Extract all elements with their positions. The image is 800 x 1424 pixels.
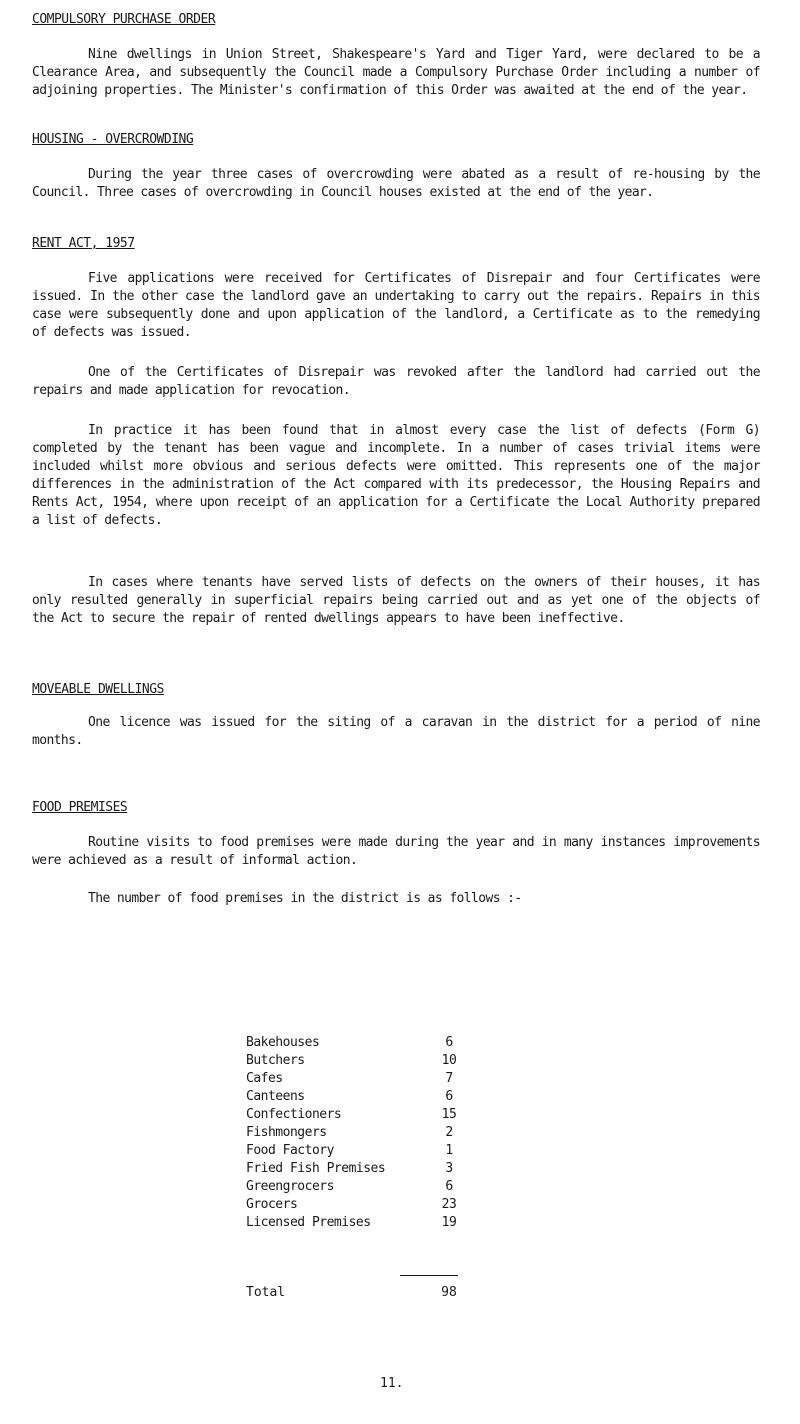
table-row	[246, 1160, 466, 1178]
premises-count: 1	[445, 1143, 453, 1158]
paragraph-moveable-dwellings: One licence was issued for the siting of a caravan in the district for a period of nine months.	[32, 715, 760, 748]
page-number: 11.	[380, 1376, 404, 1391]
table-row	[246, 1124, 466, 1142]
premises-type: Canteens	[246, 1089, 305, 1104]
premises-type: Confectioners	[246, 1107, 342, 1122]
table-row	[246, 1214, 466, 1232]
premises-count: 6	[445, 1035, 453, 1050]
premises-type: Bakehouses	[246, 1035, 320, 1050]
paragraph-food-premises-number: The number of food premises in the district is as follows :-	[88, 891, 522, 906]
premises-type: Fried Fish Premises	[246, 1161, 386, 1176]
paragraph-food-premises-visits: Routine visits to food premises were made during the year and in many instances improvements were achieved as a result of informal action.	[32, 835, 760, 868]
premises-count: 23	[441, 1197, 457, 1212]
paragraph-rent-act-applications: Five applications were received for Certificates of Disrepair and four Certificates were issued. In the other case the landlord gave an undertaking to carry out the repairs. Repairs in this case were subsequently done and upon application of the landlord, a Certificate as to the remedying of defects was issued.	[32, 271, 760, 340]
total-row	[246, 1284, 466, 1302]
premises-type: Grocers	[246, 1197, 298, 1212]
total-divider	[400, 1275, 458, 1276]
paragraph-rent-act-practice: In practice it has been found that in almost every case the list of defects (Form G) completed by the tenant has been vague and incomplete. In a number of cases trivial items were included whilst more obvious and serious defects were omitted. This represents one of the major differences in the administration of the Act compared with its predecessor, the Housing Repairs and Rents Act, 1954, where upon receipt of an application for a Certificate the Local Authority prepared a list of defects.	[32, 423, 760, 528]
table-row	[246, 1196, 466, 1214]
premises-type: Food Factory	[246, 1143, 334, 1158]
premises-count: 6	[445, 1089, 453, 1104]
paragraph-housing-overcrowding: During the year three cases of overcrowding were abated as a result of re-housing by the Council. Three cases of overcrowding in Council houses existed at the end of the year.	[32, 167, 760, 200]
premises-type: Greengrocers	[246, 1179, 334, 1194]
table-row	[246, 1178, 466, 1196]
heading-food-premises: FOOD PREMISES	[32, 800, 128, 815]
paragraph-compulsory-purchase: Nine dwellings in Union Street, Shakespeare's Yard and Tiger Yard, were declared to be a Clearance Area, and subsequently the Council made a Compulsory Purchase Order including a number of adjoining properties. The Minister's confirmation of this Order was awaited at the end of the year.	[32, 47, 760, 98]
premises-type: Cafes	[246, 1071, 283, 1086]
premises-count: 2	[445, 1125, 453, 1140]
table-row	[246, 1070, 466, 1088]
premises-type: Butchers	[246, 1053, 305, 1068]
table-row	[246, 1034, 466, 1052]
food-premises-table	[246, 1034, 466, 1232]
premises-count: 19	[441, 1215, 457, 1230]
heading-rent-act: RENT ACT, 1957	[32, 236, 135, 251]
heading-moveable-dwellings: MOVEABLE DWELLINGS	[32, 682, 164, 697]
heading-housing-overcrowding: HOUSING - OVERCROWDING	[32, 132, 194, 147]
premises-count: 3	[445, 1161, 453, 1176]
paragraph-rent-act-tenants: In cases where tenants have served lists of defects on the owners of their houses, it has only resulted generally in superficial repairs being carried out and as yet one of the objects of the Act to secure the repair of rented dwellings appears to have been ineffective.	[32, 575, 760, 626]
total-count: 98	[441, 1285, 457, 1300]
premises-count: 15	[441, 1107, 457, 1122]
heading-compulsory-purchase-order: COMPULSORY PURCHASE ORDER	[32, 12, 216, 27]
premises-type: Licensed Premises	[246, 1215, 371, 1230]
table-row	[246, 1088, 466, 1106]
table-row	[246, 1142, 466, 1160]
table-row	[246, 1106, 466, 1124]
table-row	[246, 1052, 466, 1070]
premises-count: 7	[445, 1071, 453, 1086]
premises-type: Fishmongers	[246, 1125, 327, 1140]
total-label: Total	[246, 1285, 286, 1300]
paragraph-rent-act-revocation: One of the Certificates of Disrepair was revoked after the landlord had carried out the repairs and made application for revocation.	[32, 365, 760, 398]
premises-count: 10	[441, 1053, 457, 1068]
premises-count: 6	[445, 1179, 453, 1194]
